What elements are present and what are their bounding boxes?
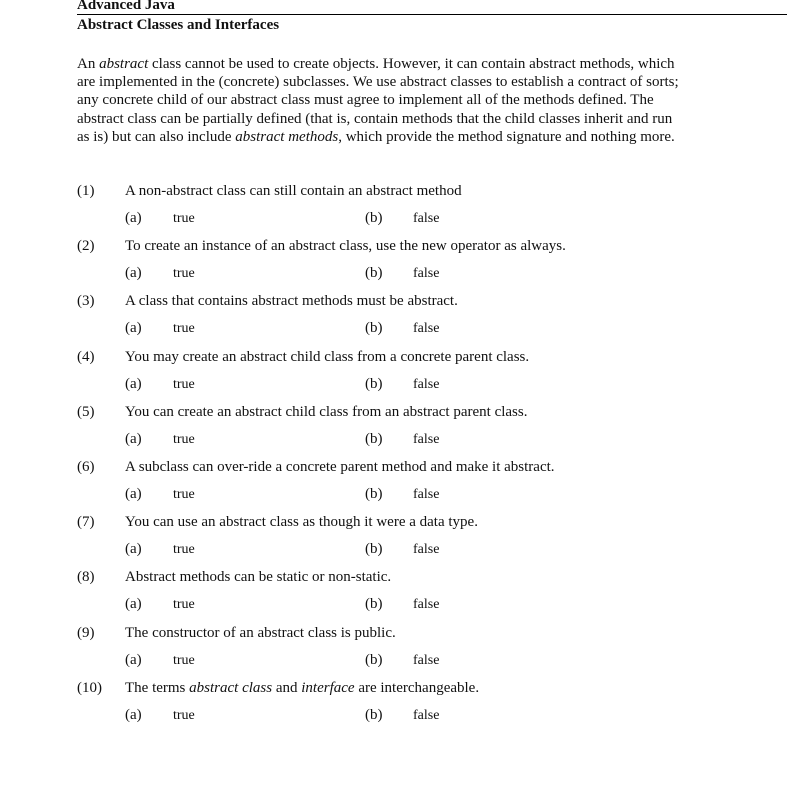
option-b-label: (b) bbox=[365, 265, 383, 281]
option-a-label: (a) bbox=[125, 210, 142, 226]
option-a-true: true bbox=[173, 653, 195, 668]
option-b-false: false bbox=[413, 597, 440, 612]
header-divider bbox=[77, 14, 787, 15]
question-number: (9) bbox=[77, 625, 95, 641]
section-title: Abstract Classes and Interfaces bbox=[77, 17, 280, 33]
question-1 bbox=[0, 182, 798, 238]
option-b-false: false bbox=[413, 653, 440, 668]
course-title: Advanced Java bbox=[77, 0, 175, 13]
question-number: (7) bbox=[77, 514, 95, 530]
option-b-label: (b) bbox=[365, 431, 383, 447]
option-a-label: (a) bbox=[125, 541, 142, 557]
option-b-label: (b) bbox=[365, 210, 383, 226]
option-a-true: true bbox=[173, 321, 195, 336]
question-number: (3) bbox=[77, 293, 95, 309]
option-b-label: (b) bbox=[365, 541, 383, 557]
question-text: Abstract methods can be static or non-static. bbox=[125, 569, 392, 585]
question-10 bbox=[0, 679, 798, 735]
option-b-label: (b) bbox=[365, 652, 383, 668]
question-number: (1) bbox=[77, 183, 95, 199]
option-b-label: (b) bbox=[365, 320, 383, 336]
question-number: (10) bbox=[77, 680, 102, 696]
option-b-label: (b) bbox=[365, 707, 383, 723]
question-4 bbox=[0, 348, 798, 404]
question-5 bbox=[0, 403, 798, 459]
option-a-label: (a) bbox=[125, 596, 142, 612]
option-b-label: (b) bbox=[365, 596, 383, 612]
option-b-label: (b) bbox=[365, 376, 383, 392]
question-number: (5) bbox=[77, 404, 95, 420]
option-a-label: (a) bbox=[125, 320, 142, 336]
question-text: A class that contains abstract methods must be abstract. bbox=[125, 293, 458, 309]
option-a-true: true bbox=[173, 432, 195, 447]
option-a-true: true bbox=[173, 266, 195, 281]
question-text: To create an instance of an abstract class, use the new operator as always. bbox=[125, 238, 566, 254]
option-b-false: false bbox=[413, 377, 440, 392]
option-a-true: true bbox=[173, 542, 195, 557]
question-text: A subclass can over-ride a concrete parent method and make it abstract. bbox=[125, 459, 555, 475]
option-b-false: false bbox=[413, 211, 440, 226]
option-a-label: (a) bbox=[125, 376, 142, 392]
option-b-label: (b) bbox=[365, 486, 383, 502]
question-text: The constructor of an abstract class is public. bbox=[125, 625, 396, 641]
question-number: (6) bbox=[77, 459, 95, 475]
option-b-false: false bbox=[413, 708, 440, 723]
question-2 bbox=[0, 237, 798, 293]
option-a-true: true bbox=[173, 597, 195, 612]
question-3 bbox=[0, 292, 798, 348]
question-text: You may create an abstract child class from a concrete parent class. bbox=[125, 349, 530, 365]
question-number: (8) bbox=[77, 569, 95, 585]
option-a-label: (a) bbox=[125, 707, 142, 723]
intro-text: class cannot be used to create objects. However, it can contain abstract methods, which are implemented in the (concrete) subclasses. We use abstract classes to establish a contract of sorts; any concrete child of our abstract class must agree to implement all of the methods defined. The abstract class can be partially defined (that is, contain methods that the child classes inherit and run as is) but can also include bbox=[77, 56, 679, 145]
option-a-label: (a) bbox=[125, 265, 142, 281]
question-text: The terms abstract class and interface are interchangeable. bbox=[125, 680, 480, 696]
intro-text: An bbox=[77, 56, 100, 72]
option-a-true: true bbox=[173, 211, 195, 226]
question-number: (2) bbox=[77, 238, 95, 254]
option-b-false: false bbox=[413, 266, 440, 281]
option-a-true: true bbox=[173, 377, 195, 392]
option-b-false: false bbox=[413, 432, 440, 447]
question-number: (4) bbox=[77, 349, 95, 365]
option-b-false: false bbox=[413, 487, 440, 502]
option-b-false: false bbox=[413, 321, 440, 336]
intro-emphasis: abstract bbox=[99, 56, 149, 72]
intro-text: , which provide the method signature and nothing more. bbox=[338, 128, 675, 145]
option-a-label: (a) bbox=[125, 486, 142, 502]
option-a-label: (a) bbox=[125, 431, 142, 447]
question-6 bbox=[0, 458, 798, 514]
question-9 bbox=[0, 624, 798, 680]
question-text: A non-abstract class can still contain an abstract method bbox=[125, 183, 462, 199]
intro-paragraph bbox=[77, 55, 687, 146]
option-a-true: true bbox=[173, 487, 195, 502]
option-a-true: true bbox=[173, 708, 195, 723]
option-b-false: false bbox=[413, 542, 440, 557]
question-text: You can create an abstract child class from an abstract parent class. bbox=[125, 404, 528, 420]
question-text: You can use an abstract class as though it were a data type. bbox=[125, 514, 478, 530]
question-7 bbox=[0, 513, 798, 569]
option-a-label: (a) bbox=[125, 652, 142, 668]
question-8 bbox=[0, 568, 798, 624]
intro-emphasis: abstract methods bbox=[235, 128, 339, 145]
